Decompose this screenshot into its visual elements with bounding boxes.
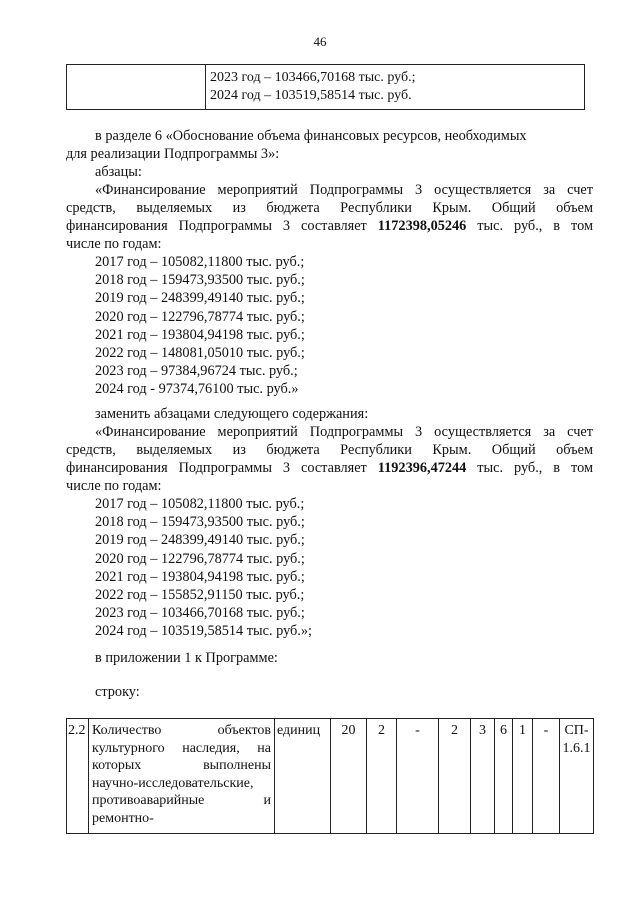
old-paragraph-line-1: «Финансирование мероприятий Подпрограммы 3 осуществляется за счет xyxy=(95,182,593,198)
list-item: 2024 год – 103519,58514 тыс. руб.»; xyxy=(95,623,313,640)
code-cell: СП- 1.6.1 xyxy=(560,719,594,834)
list-item: 2023 год – 97384,96724 тыс. руб.; xyxy=(95,363,298,380)
year-line: 2024 год – 103519,58514 тыс. руб. xyxy=(210,88,412,103)
list-item: 2024 год - 97374,76100 тыс. руб.» xyxy=(95,381,299,398)
table-row xyxy=(67,65,585,110)
list-item: 2022 год – 155852,91150 тыс. руб.; xyxy=(95,587,305,604)
indicator-table xyxy=(66,718,594,834)
section-intro-line-2: для реализации Подпрограммы 3»: xyxy=(66,146,280,162)
table-cell-empty xyxy=(67,65,206,110)
value-cell: 1 xyxy=(513,719,533,834)
new-paragraph-line-4: числе по годам: xyxy=(66,478,162,494)
list-item: 2021 год – 193804,94198 тыс. руб.; xyxy=(95,326,305,343)
table-cell-years xyxy=(206,65,585,110)
list-item: 2021 год – 193804,94198 тыс. руб.; xyxy=(95,568,305,585)
old-years-list xyxy=(95,253,305,399)
new-paragraph-line-1: «Финансирование мероприятий Подпрограммы 3 осуществляется за счет xyxy=(95,424,593,440)
row-number: 2.2 xyxy=(67,719,89,834)
appendix-label: в приложении 1 к Программе: xyxy=(95,650,278,666)
paragraphs-label: абзацы: xyxy=(95,164,142,180)
list-item: 2017 год – 105082,11800 тыс. руб.; xyxy=(95,496,305,512)
list-item: 2017 год – 105082,11800 тыс. руб.; xyxy=(95,254,305,270)
old-total-amount: 1172398,05246 xyxy=(377,218,467,234)
list-item: 2018 год – 159473,93500 тыс. руб.; xyxy=(95,272,305,289)
value-cell: 2 xyxy=(439,719,471,834)
old-paragraph-line-2: средств, выделяемых из бюджета Республики Крым. Общий объем xyxy=(66,200,593,216)
row-label: строку: xyxy=(95,684,140,700)
new-total-amount: 1192396,47244 xyxy=(377,460,467,476)
year-line: 2023 год – 103466,70168 тыс. руб.; xyxy=(210,70,416,85)
value-cell: 2 xyxy=(367,719,397,834)
new-years-list xyxy=(95,495,312,641)
indicator-description: Количество объектов культурного наследия, на которых выполнены научно-исследовательские, противоаварийные и ремонтно- xyxy=(89,719,275,834)
list-item: 2018 год – 159473,93500 тыс. руб.; xyxy=(95,514,305,531)
list-item: 2020 год – 122796,78774 тыс. руб.; xyxy=(95,308,305,325)
replace-label: заменить абзацами следующего содержания: xyxy=(95,406,369,422)
unit-cell: единиц xyxy=(275,719,331,834)
old-paragraph-line-4: числе по годам: xyxy=(66,236,162,252)
value-cell: - xyxy=(397,719,439,834)
old-paragraph-line-3: финансирования Подпрограммы 3 составляет 1172398,05246 тыс. руб., в том xyxy=(66,218,593,234)
value-cell: 3 xyxy=(471,719,495,834)
value-cell: 6 xyxy=(495,719,513,834)
list-item: 2022 год – 148081,05010 тыс. руб.; xyxy=(95,345,305,362)
continuation-table xyxy=(66,64,585,110)
new-paragraph-line-2: средств, выделяемых из бюджета Республики Крым. Общий объем xyxy=(66,442,593,458)
list-item: 2023 год – 103466,70168 тыс. руб.; xyxy=(95,605,305,622)
value-cell: 20 xyxy=(331,719,367,834)
new-paragraph-line-3: финансирования Подпрограммы 3 составляет 1192396,47244 тыс. руб., в том xyxy=(66,460,593,476)
value-cell: - xyxy=(533,719,560,834)
list-item: 2019 год – 248399,49140 тыс. руб.; xyxy=(95,290,305,307)
table-row xyxy=(67,719,594,834)
list-item: 2020 год – 122796,78774 тыс. руб.; xyxy=(95,550,305,567)
list-item: 2019 год – 248399,49140 тыс. руб.; xyxy=(95,532,305,549)
page-number: 46 xyxy=(313,34,327,49)
section-intro-line-1: в разделе 6 «Обоснование объема финансовых ресурсов, необходимых xyxy=(95,128,527,144)
